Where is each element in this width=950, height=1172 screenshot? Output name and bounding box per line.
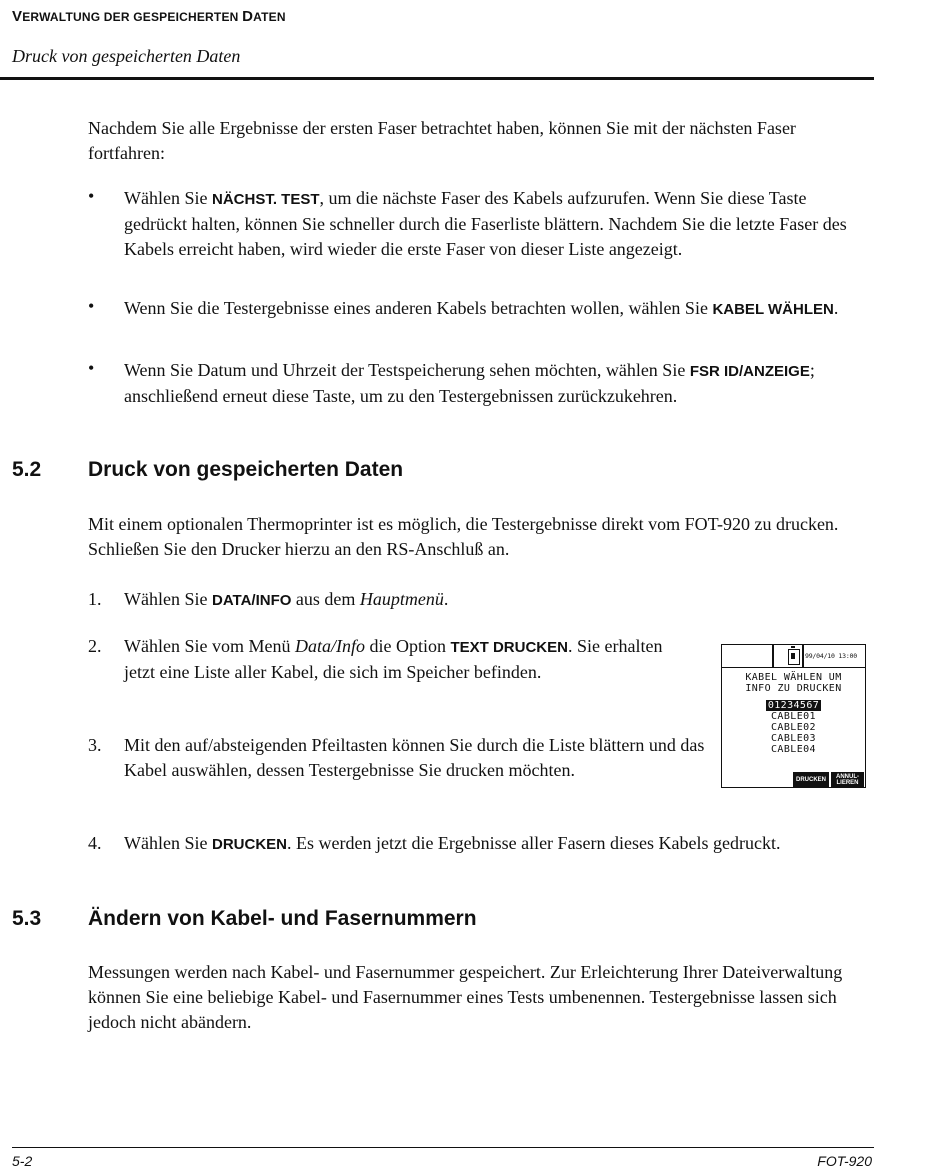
cable-item[interactable] — [722, 700, 865, 711]
section-number: 5.3 — [12, 907, 42, 930]
cable-item[interactable]: CABLE01 — [771, 711, 816, 722]
product-name: FOT-920 — [817, 1153, 872, 1169]
footer-rule — [12, 1147, 874, 1148]
intro-paragraph: Nachdem Sie alle Ergebnisse der ersten Faser betrachtet haben, können Sie mit der nächsten Faser fortfahren: — [88, 118, 796, 163]
print-softkey[interactable]: DRUCKEN — [793, 772, 829, 787]
running-header-title — [12, 8, 286, 25]
bullet-item-3: Wenn Sie Datum und Uhrzeit der Testspeicherung sehen möchten, wählen Sie FSR ID/ANZEIGE; anschließend erneut diese Taste, um zu den Testergebnissen zurückzukehren. — [124, 360, 815, 406]
step-1: Wählen Sie DATA/INFO aus dem Hauptmenü. — [124, 589, 449, 609]
running-header-subtitle: Druck von gespeicherten Daten — [12, 46, 241, 66]
device-screen — [721, 644, 866, 788]
step-2: Wählen Sie vom Menü Data/Info die Option TEXT DRUCKEN. Sie erhalten jetzt eine Liste aller Kabel, die sich im Speicher befinden. — [124, 636, 663, 682]
key-label: DATA/INFO — [211, 592, 292, 609]
menu-name: Hauptmenü — [359, 589, 444, 609]
step-number: 2. — [88, 636, 102, 656]
page-number: 5-2 — [12, 1153, 33, 1169]
bullet-item-1: Wählen Sie NÄCHST. TEST, um die nächste Faser des Kabels aufzurufen. Wenn Sie diese Taste gedrückt halten, können Sie schneller durch die Faserliste blättern. Nachdem Sie die letzte Faser des Kabels erreicht haben, wird wieder die erste Faser von dieser Liste angezeigt. — [124, 188, 847, 259]
bullet-marker: • — [88, 296, 95, 316]
bullet-marker: • — [88, 186, 95, 206]
bullet-item-2: Wenn Sie die Testergebnisse eines anderen Kabels betrachten wollen, wählen Sie KABEL WÄHLEN. — [124, 298, 839, 318]
step-3: Mit den auf/absteigenden Pfeiltasten können Sie durch die Liste blättern und das Kabel auswählen, dessen Testergebnisse Sie drucken möchten. — [124, 735, 705, 780]
section-53-paragraph: Messungen werden nach Kabel- und Fasernummer gespeichert. Zur Erleichterung Ihrer Dateiverwaltung können Sie eine beliebige Kabel- und Fasernummer eines Tests umbenennen. Testergebnisse lassen sich jedoch nicht abändern. — [88, 962, 843, 1032]
key-label: TEXT DRUCKEN — [450, 639, 568, 656]
cancel-softkey[interactable]: ANNUL- LIEREN — [831, 772, 864, 787]
key-label: KABEL WÄHLEN — [712, 301, 834, 318]
cable-item[interactable]: CABLE03 — [771, 733, 816, 744]
key-label: FSR ID/ANZEIGE — [689, 363, 810, 380]
step-4: Wählen Sie DRUCKEN. Es werden jetzt die Ergebnisse aller Fasern dieses Kabels gedruckt. — [124, 833, 781, 853]
step-number: 4. — [88, 833, 102, 853]
battery-icon — [788, 649, 800, 665]
status-divider — [802, 645, 804, 667]
header-small-1: ERWALTUNG DER GESPEICHERTEN — [22, 10, 243, 24]
section-title: Druck von gespeicherten Daten — [88, 458, 404, 481]
screen-cable-list — [722, 700, 865, 755]
screen-prompt-line-2: INFO ZU DRUCKEN — [745, 683, 842, 694]
bullet-marker: • — [88, 358, 95, 378]
section-number: 5.2 — [12, 458, 42, 481]
section-title: Ändern von Kabel- und Fasernummern — [88, 907, 477, 930]
cable-item[interactable]: CABLE02 — [771, 722, 816, 733]
screen-prompt-line-1: KABEL WÄHLEN UM — [745, 672, 842, 683]
screen-datetime: 99/04/10 13:00 — [805, 652, 857, 660]
header-small-2: ATEN — [253, 10, 286, 24]
key-label: NÄCHST. TEST — [211, 191, 320, 208]
header-rule — [0, 77, 874, 80]
cable-item-selected[interactable]: 01234567 — [767, 700, 820, 711]
header-cap-2: D — [242, 8, 254, 25]
key-label: DRUCKEN — [211, 836, 287, 853]
step-number: 1. — [88, 589, 102, 609]
status-divider — [772, 645, 774, 667]
cable-item[interactable]: CABLE04 — [771, 744, 816, 755]
header-cap-1: V — [12, 8, 23, 25]
step-number: 3. — [88, 735, 102, 755]
section-52-paragraph: Mit einem optionalen Thermoprinter ist es möglich, die Testergebnisse direkt vom FOT-920 zu drucken. Schließen Sie den Drucker hierzu an den RS-Anschluß an. — [88, 514, 839, 559]
menu-name: Data/Info — [294, 636, 365, 656]
